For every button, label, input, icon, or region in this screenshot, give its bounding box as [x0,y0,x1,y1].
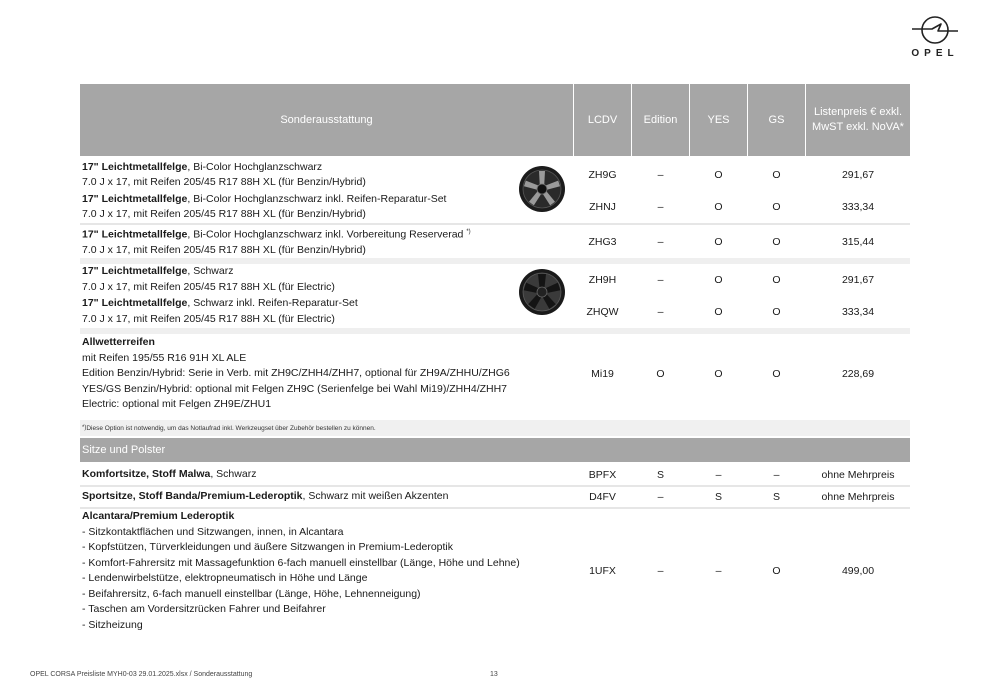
gs-value: S [747,487,805,507]
yes-value: O [689,191,747,223]
wheel-group-black [80,258,910,328]
option-description [80,225,573,259]
price-value: 291,67 [805,264,910,295]
option-name: 17" Leichtmetallfelge [82,192,188,205]
footer-file-info: OPEL CORSA Preisliste MYH0-03 29.01.2025.xlsx / Sonderausstattung [30,671,253,678]
gs-value: O [747,225,805,259]
edition-value: O [631,334,689,414]
option-name: Komfortsitze, Stoff Malwa [82,468,211,481]
edition-value: – [631,487,689,507]
option-spec: mit Reifen 195/55 R16 91H XL ALE [82,351,247,364]
header-listenpreis-line2: MwST exkl. NoVA* [812,121,904,133]
lcdv-code: ZH9G [573,159,631,191]
edition-value: – [631,509,689,633]
price-value: ohne Mehrpreis [805,465,910,485]
option-name: Allwetterreifen [82,336,155,349]
wheel-black-image [518,268,566,316]
price-value: 228,69 [805,334,910,414]
option-spec: - Kopfstützen, Türverkleidungen und äußere Sitzwangen in Premium-Lederoptik [82,541,454,553]
yes-value: – [689,509,747,633]
lcdv-code: ZHG3 [573,225,631,259]
opel-blitz-icon [910,14,960,46]
footnote [80,420,910,436]
option-detail: , Schwarz inkl. Reifen-Reparatur-Set [187,297,358,309]
table-row [80,223,910,258]
option-detail: , Schwarz [210,468,257,481]
option-description [80,159,573,191]
lcdv-code: 1UFX [573,509,631,633]
option-spec: - Komfort-Fahrersitz mit Massagefunktion 6-fach manuell einstellbar (Länge, Höhe und Lehne) [82,556,520,569]
option-spec: Electric: optional mit Felgen ZH9E/ZHU1 [82,398,272,411]
option-name: 17" Leichtmetallfelge [82,160,188,173]
yes-value: O [689,334,747,414]
lcdv-code: D4FV [573,487,631,507]
option-detail: , Bi-Color Hochglanzschwarz inkl. Vorbereitung Reserverad [187,228,464,241]
option-spec: - Sitzheizung [82,618,143,631]
edition-value: S [631,465,689,485]
header-gs: GS [747,84,805,156]
gs-value: O [747,334,805,414]
table-row [80,258,910,295]
gs-value: – [747,465,805,485]
option-spec: YES/GS Benzin/Hybrid: optional mit Felgen ZH9C (Serienfelge bei Wahl Mi19)/ZHH4/ZHH7 [82,382,508,395]
option-spec: - Lendenwirbelstütze, elektropneumatisch in Höhe und Länge [82,572,368,584]
table-row [80,507,910,633]
option-name: 17" Leichtmetallfelge [82,228,188,241]
gs-value: O [747,191,805,223]
footnote-marker: *) [466,229,471,235]
yes-value: – [689,465,747,485]
option-spec: Edition Benzin/Hybrid: Serie in Verb. mit ZH9C/ZHH4/ZHH7, optional für ZH9A/ZHHU/ZHG6 [82,367,510,380]
table-row [80,485,910,507]
gs-value: O [747,509,805,633]
gs-value: O [747,295,805,328]
opel-logo [904,14,966,62]
wheel-bicolor-image [518,165,566,213]
option-description [80,487,573,507]
gs-value: O [747,159,805,191]
gs-value: O [747,264,805,295]
yes-value: O [689,295,747,328]
option-detail: , Schwarz [187,265,234,277]
lcdv-code: Mi19 [573,334,631,414]
option-description [80,295,573,328]
lcdv-code: ZHNJ [573,191,631,223]
edition-value: – [631,225,689,259]
table-row [80,328,910,414]
yes-value: O [689,159,747,191]
footnote-marker: *) [82,425,87,431]
header-yes: YES [689,84,747,156]
price-table [80,84,910,633]
brand-name: OPEL [911,48,959,59]
price-value: 315,44 [805,225,910,259]
price-value: 499,00 [805,509,910,633]
header-listenpreis [805,84,910,156]
edition-value: – [631,159,689,191]
option-spec: 7.0 J x 17, mit Reifen 205/45 R17 88H XL (für Benzin/Hybrid) [82,244,366,256]
yes-value: O [689,264,747,295]
option-description [80,465,573,485]
option-detail: , Schwarz mit weißen Akzenten [302,490,449,503]
option-spec: 7.0 J x 17, mit Reifen 205/45 R17 88H XL (für Benzin/Hybrid) [82,208,366,220]
option-description [80,264,573,295]
header-listenpreis-line1: Listenpreis € exkl. [813,106,903,118]
lcdv-code: ZH9H [573,264,631,295]
option-name: Sportsitze, Stoff Banda/Premium-Lederoptik [82,490,303,503]
option-spec: - Taschen am Vordersitzrücken Fahrer und Beifahrer [82,603,326,615]
option-description [80,509,573,633]
lcdv-code: ZHQW [573,295,631,328]
header-edition: Edition [631,84,689,156]
price-value: 333,34 [805,191,910,223]
price-value: ohne Mehrpreis [805,487,910,507]
edition-value: – [631,295,689,328]
price-value: 291,67 [805,159,910,191]
table-row [80,191,910,223]
option-spec: 7.0 J x 17, mit Reifen 205/45 R17 88H XL (für Electric) [82,280,335,293]
table-row [80,295,910,328]
option-detail: , Bi-Color Hochglanzschwarz inkl. Reifen-Reparatur-Set [187,192,447,205]
header-lcdv: LCDV [573,84,631,156]
page-number: 13 [490,671,498,678]
edition-value: – [631,191,689,223]
option-spec: - Beifahrersitz, 6-fach manuell einstellbar (Länge, Höhe, Lehnenneigung) [82,587,421,600]
header-sonderausstattung: Sonderausstattung [280,113,373,126]
option-name: 17" Leichtmetallfelge [82,265,188,277]
yes-value: S [689,487,747,507]
option-spec: 7.0 J x 17, mit Reifen 205/45 R17 88H XL (für Benzin/Hybrid) [82,176,366,188]
edition-value: – [631,264,689,295]
option-spec: - Sitzkontaktflächen und Sitzwangen, innen, in Alcantara [82,525,344,538]
option-description [80,191,573,223]
option-detail: , Bi-Color Hochglanzschwarz [187,160,323,173]
option-name: Alcantara/Premium Lederoptik [82,510,235,522]
lcdv-code: BPFX [573,465,631,485]
option-name: 17" Leichtmetallfelge [82,297,188,309]
section-header: Sitze und Polster [80,438,910,462]
price-value: 333,34 [805,295,910,328]
table-header [80,84,910,156]
wheel-group-bicolor [80,159,910,258]
table-row [80,465,910,485]
footnote-text: Diese Option ist notwendig, um das Notlaufrad inkl. Werkzeugset über Zubehör bestellen zu können. [86,424,376,432]
yes-value: O [689,225,747,259]
table-row [80,159,910,191]
option-spec: 7.0 J x 17, mit Reifen 205/45 R17 88H XL (für Electric) [82,312,335,325]
option-description [80,334,573,414]
